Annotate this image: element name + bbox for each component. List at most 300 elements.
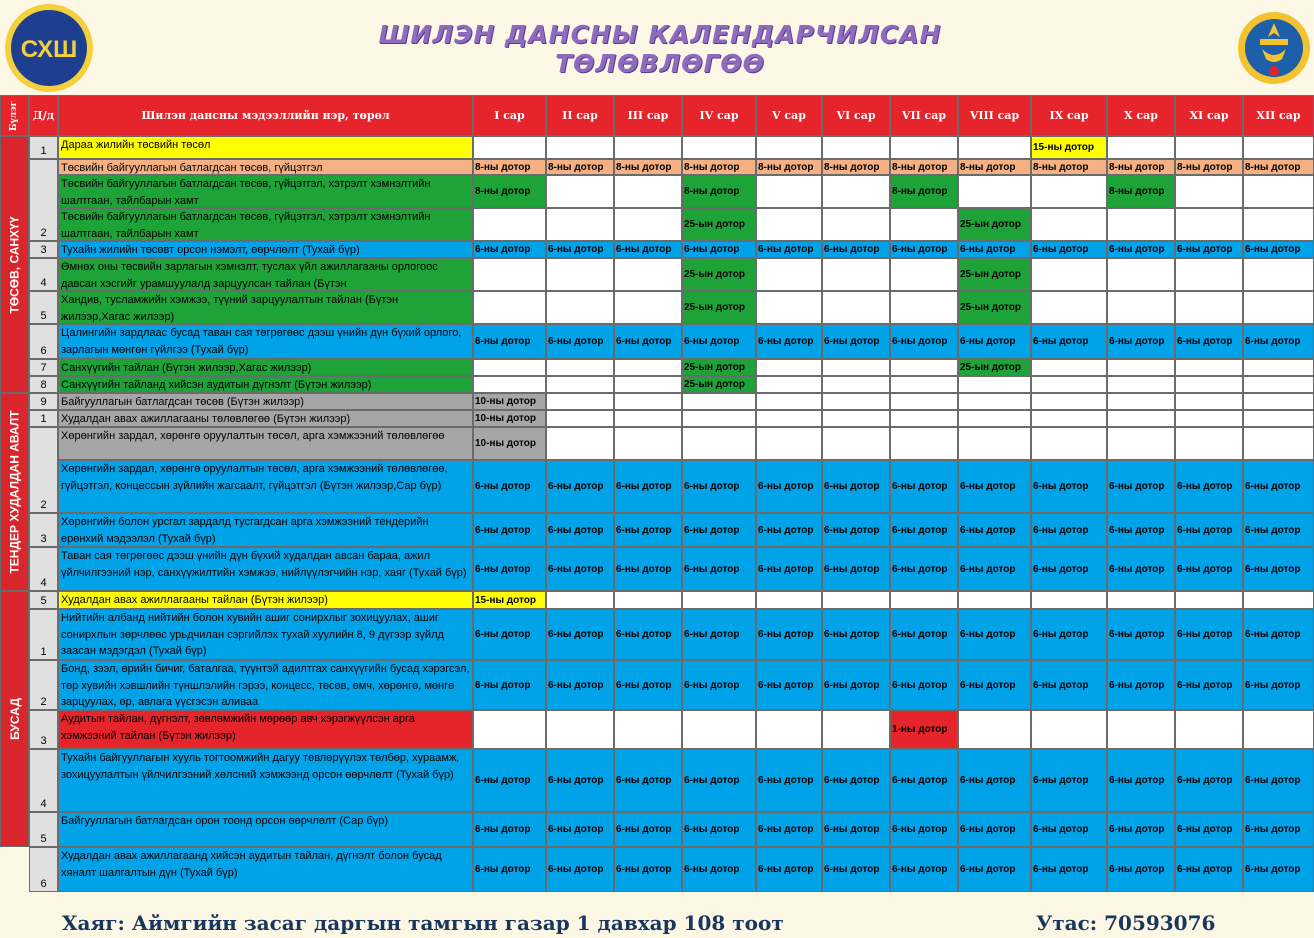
month-cell: 25-ын дотор [958, 208, 1031, 241]
month-cell: 6-ны дотор [682, 547, 756, 591]
month-cell [546, 591, 614, 609]
month-cell: 6-ны дотор [1175, 241, 1243, 258]
item-name: Хандив, тусламжийн хэмжээ, түүний зарцуулалтын тайлан (Бүтэн жилээр,Хагас жилээр) [58, 291, 473, 324]
month-cell: 6-ны дотор [958, 324, 1031, 359]
month-cell [756, 427, 822, 460]
column-header-number: Д/д [29, 95, 58, 136]
month-cell: 6-ны дотор [473, 749, 546, 812]
item-name: Тухайн жилийн төсөвт орсон нэмэлт, өөрчлөлт (Тухай бүр) [58, 241, 473, 258]
row-number: 3 [29, 513, 58, 547]
month-cell: 6-ны дотор [473, 241, 546, 258]
month-cell: 25-ын дотор [682, 376, 756, 393]
month-cell: 6-ны дотор [822, 609, 890, 660]
item-name: Байгууллагын батлагдсан орон тоонд орсон өөрчлөлт (Сар бүр) [58, 812, 473, 847]
month-cell [546, 427, 614, 460]
month-cell [822, 376, 890, 393]
month-cell: 6-ны дотор [756, 241, 822, 258]
month-cell [756, 410, 822, 427]
row-number: 2 [29, 660, 58, 710]
month-cell: 6-ны дотор [546, 241, 614, 258]
month-cell: 6-ны дотор [614, 513, 682, 547]
month-cell: 6-ны дотор [1107, 460, 1175, 513]
month-cell: 25-ын дотор [958, 258, 1031, 291]
item-name: Худалдан авах ажиллагааны төлөвлөгөө (Бүтэн жилээр) [58, 410, 473, 427]
item-name: Төсвийн байгууллагын батлагдсан төсөв, гүйцэтгэл, хэтрэлт хэмнэлтийн шалтгаан, тайлбарын хамт [58, 175, 473, 208]
month-cell: 6-ны дотор [756, 609, 822, 660]
month-cell [1031, 291, 1107, 324]
month-cell: 6-ны дотор [546, 609, 614, 660]
month-cell: 6-ны дотор [682, 460, 756, 513]
month-cell: 6-ны дотор [1031, 513, 1107, 547]
month-cell: 6-ны дотор [958, 660, 1031, 710]
month-cell [1107, 258, 1175, 291]
column-header-name: Шилэн дансны мэдээллийн нэр, төрөл [58, 95, 473, 136]
column-header-month: VIII сар [958, 95, 1031, 136]
month-cell [1031, 410, 1107, 427]
month-cell [546, 208, 614, 241]
month-cell [958, 393, 1031, 410]
month-cell: 6-ны дотор [822, 460, 890, 513]
section-label-text: БУСАД [7, 698, 22, 740]
month-cell: 6-ны дотор [822, 812, 890, 847]
month-cell [756, 359, 822, 376]
month-cell: 6-ны дотор [614, 609, 682, 660]
month-cell: 6-ны дотор [958, 812, 1031, 847]
month-cell: 6-ны дотор [1175, 847, 1243, 892]
month-cell: 25-ын дотор [958, 291, 1031, 324]
month-cell [890, 410, 958, 427]
month-cell: 6-ны дотор [756, 513, 822, 547]
month-cell: 8-ны дотор [822, 159, 890, 175]
month-cell: 6-ны дотор [958, 749, 1031, 812]
month-cell: 6-ны дотор [756, 547, 822, 591]
month-cell: 8-ны дотор [682, 159, 756, 175]
month-cell: 6-ны дотор [958, 847, 1031, 892]
row-number: 5 [29, 291, 58, 324]
month-cell: 6-ны дотор [890, 547, 958, 591]
month-cell: 6-ны дотор [890, 460, 958, 513]
column-header-month: XI сар [1175, 95, 1243, 136]
month-cell [756, 136, 822, 159]
month-cell [822, 208, 890, 241]
column-header-month: X сар [1107, 95, 1175, 136]
organization-logo [5, 4, 93, 92]
month-cell [890, 591, 958, 609]
month-cell: 6-ны дотор [473, 812, 546, 847]
month-cell: 6-ны дотор [614, 660, 682, 710]
month-cell: 6-ны дотор [1107, 847, 1175, 892]
item-name: Худалдан авах ажиллагааны тайлан (Бүтэн жилээр) [58, 591, 473, 609]
column-header-month: II сар [546, 95, 614, 136]
section-label-text: ТЕНДЕР ХУДАЛДАН АВАЛТ [7, 410, 22, 574]
column-header-month: V сар [756, 95, 822, 136]
month-cell: 6-ны дотор [1031, 847, 1107, 892]
month-cell: 6-ны дотор [822, 241, 890, 258]
month-cell [1175, 136, 1243, 159]
month-cell [1243, 291, 1314, 324]
month-cell [756, 591, 822, 609]
month-cell: 6-ны дотор [1175, 513, 1243, 547]
month-cell [1243, 136, 1314, 159]
row-number: 5 [29, 591, 58, 609]
month-cell [682, 710, 756, 749]
month-cell: 6-ны дотор [1107, 749, 1175, 812]
month-cell: 6-ны дотор [890, 513, 958, 547]
month-cell: 8-ны дотор [682, 175, 756, 208]
month-cell [682, 393, 756, 410]
month-cell: 10-ны дотор [473, 410, 546, 427]
month-cell [1031, 393, 1107, 410]
address-text: Хаяг: Аймгийн засаг даргын тамгын газар 1 давхар 108 тоот [62, 911, 784, 935]
phone-text: Утас: 70593076 [1036, 911, 1216, 935]
month-cell: 6-ны дотор [614, 460, 682, 513]
month-cell: 6-ны дотор [682, 241, 756, 258]
month-cell [756, 291, 822, 324]
month-cell [1031, 258, 1107, 291]
row-number: 6 [29, 847, 58, 892]
month-cell [1107, 393, 1175, 410]
section-label [0, 591, 29, 847]
month-cell: 6-ны дотор [546, 513, 614, 547]
month-cell [1175, 258, 1243, 291]
month-cell [473, 710, 546, 749]
month-cell: 6-ны дотор [546, 460, 614, 513]
month-cell: 6-ны дотор [958, 547, 1031, 591]
month-cell [958, 136, 1031, 159]
row-number: 5 [29, 812, 58, 847]
month-cell: 25-ын дотор [682, 359, 756, 376]
month-cell [473, 258, 546, 291]
month-cell [958, 410, 1031, 427]
month-cell [1243, 710, 1314, 749]
month-cell: 6-ны дотор [546, 847, 614, 892]
month-cell: 6-ны дотор [682, 324, 756, 359]
month-cell [822, 258, 890, 291]
month-cell: 6-ны дотор [958, 513, 1031, 547]
month-cell [546, 359, 614, 376]
month-cell [1107, 359, 1175, 376]
month-cell [1243, 175, 1314, 208]
month-cell: 6-ны дотор [1243, 749, 1314, 812]
item-name: Таван сая төгрөгөөс дээш үнийн дүн бүхий худалдан авсан бараа, ажил үйлчилгээний нэр, санхүүжилтийн хэмжээ, нийлүүлэгчийн нэр, хаяг (Тухай бүр) [58, 547, 473, 591]
month-cell: 6-ны дотор [958, 460, 1031, 513]
month-cell [958, 591, 1031, 609]
month-cell [614, 393, 682, 410]
month-cell: 6-ны дотор [473, 660, 546, 710]
month-cell: 6-ны дотор [614, 547, 682, 591]
month-cell [614, 359, 682, 376]
month-cell: 6-ны дотор [1107, 609, 1175, 660]
item-name: Нийтийн албанд нийтийн болон хувийн ашиг сонирхлыг зохицуулах, ашиг сонирхлын зөрчлөөс урьдчилан сэргийлэх тухай хуулийн 8, 9 дүгээр зүйлд заасан мэдэгдэл (Тухай бүр) [58, 609, 473, 660]
month-cell: 6-ны дотор [822, 547, 890, 591]
month-cell: 25-ын дотор [958, 359, 1031, 376]
column-header-month: III сар [614, 95, 682, 136]
month-cell [1031, 427, 1107, 460]
month-cell: 6-ны дотор [890, 812, 958, 847]
month-cell: 6-ны дотор [473, 460, 546, 513]
month-cell: 8-ны дотор [1243, 159, 1314, 175]
month-cell [546, 291, 614, 324]
month-cell: 6-ны дотор [1243, 513, 1314, 547]
month-cell [1107, 427, 1175, 460]
month-cell: 8-ны дотор [1107, 175, 1175, 208]
month-cell: 6-ны дотор [756, 847, 822, 892]
month-cell [614, 427, 682, 460]
month-cell: 6-ны дотор [1107, 660, 1175, 710]
item-name: Санхүүгийн тайланд хийсэн аудитын дүгнэлт (Бүтэн жилээр) [58, 376, 473, 393]
row-number: 9 [29, 393, 58, 410]
month-cell [822, 359, 890, 376]
month-cell [1175, 359, 1243, 376]
month-cell [1031, 710, 1107, 749]
month-cell: 6-ны дотор [473, 847, 546, 892]
month-cell: 6-ны дотор [1243, 660, 1314, 710]
month-cell: 8-ны дотор [1107, 159, 1175, 175]
month-cell [1031, 376, 1107, 393]
month-cell [1243, 410, 1314, 427]
column-header-month: IX сар [1031, 95, 1107, 136]
month-cell: 6-ны дотор [1107, 513, 1175, 547]
month-cell: 6-ны дотор [822, 749, 890, 812]
month-cell: 6-ны дотор [1243, 460, 1314, 513]
item-name: Хөрөнгийн зардал, хөрөнгө оруулалтын төсөл, арга хэмжээний төлөвлөгөө [58, 427, 473, 460]
month-cell: 6-ны дотор [473, 513, 546, 547]
month-cell: 6-ны дотор [1243, 847, 1314, 892]
svg-text:СХШ: СХШ [20, 36, 78, 63]
month-cell [614, 136, 682, 159]
month-cell: 15-ны дотор [1031, 136, 1107, 159]
row-number: 2 [29, 159, 58, 241]
month-cell [1107, 208, 1175, 241]
month-cell [473, 136, 546, 159]
month-cell [1243, 427, 1314, 460]
month-cell: 6-ны дотор [756, 812, 822, 847]
month-cell [756, 258, 822, 291]
month-cell [1175, 710, 1243, 749]
item-name: Бонд, зээл, өрийн бичиг, баталгаа, түүнтэй адилтгах санхүүгийн бусад хэрэгсэл, төр хувийн хэвшлийн түншлэлийн гэрээ, концесс, төсөв, өмч, хөрөнгө, мөнгө зарцуулах, өр, авлага үүсгэсэн аливаа [58, 660, 473, 710]
month-cell [890, 376, 958, 393]
month-cell: 6-ны дотор [1107, 812, 1175, 847]
month-cell [822, 427, 890, 460]
month-cell [473, 376, 546, 393]
item-name: Өмнөх оны төсвийн зарлагын хэмнэлт, туслах үйл ажиллагааны орлогоос давсан хэсгийг урамшуулалд зарцуулсан тайлан (Бүтэн [58, 258, 473, 291]
month-cell: 6-ны дотор [1175, 749, 1243, 812]
month-cell [1107, 710, 1175, 749]
column-header-month: I сар [473, 95, 546, 136]
month-cell [546, 410, 614, 427]
month-cell [473, 291, 546, 324]
month-cell [1243, 258, 1314, 291]
month-cell: 8-ны дотор [546, 159, 614, 175]
row-number: 1 [29, 609, 58, 660]
month-cell: 6-ны дотор [822, 660, 890, 710]
item-name: Санхүүгийн тайлан (Бүтэн жилээр,Хагас жилээр) [58, 359, 473, 376]
row-number: 7 [29, 359, 58, 376]
month-cell: 6-ны дотор [1175, 460, 1243, 513]
month-cell: 6-ны дотор [1031, 547, 1107, 591]
month-cell [1243, 376, 1314, 393]
month-cell: 6-ны дотор [1175, 660, 1243, 710]
row-number: 6 [29, 324, 58, 359]
section-label [0, 393, 29, 591]
month-cell: 6-ны дотор [1031, 749, 1107, 812]
month-cell [822, 591, 890, 609]
item-name: Байгууллагын батлагдсан төсөв (Бүтэн жилээр) [58, 393, 473, 410]
item-name: Худалдан авах ажиллагаанд хийсэн аудитын тайлан, дүгнэлт болон бусад хяналт шалгалтын дүн (Тухай бүр) [58, 847, 473, 892]
item-name: Төсвийн байгууллагын батлагдсан төсөв, гүйцэтгэл, хэтрэлт хэмнэлтийн шалтгаан, тайлбарын хамт [58, 208, 473, 241]
month-cell: 25-ын дотор [682, 258, 756, 291]
month-cell [890, 427, 958, 460]
month-cell [822, 291, 890, 324]
month-cell: 6-ны дотор [890, 609, 958, 660]
month-cell [756, 710, 822, 749]
month-cell: 6-ны дотор [1243, 812, 1314, 847]
header [0, 0, 1314, 95]
month-cell [822, 175, 890, 208]
month-cell [1107, 376, 1175, 393]
month-cell: 6-ны дотор [756, 660, 822, 710]
item-name: Тухайн байгууллагын хууль тогтоомжийн дагуу төвлөрүүлэх төлбөр, хураамж, зохицуулалтын үйлчилгээний хөлсний хэмжээнд орсон өөрчлөлт (Тухай бүр) [58, 749, 473, 812]
month-cell [822, 136, 890, 159]
month-cell [1175, 591, 1243, 609]
month-cell [1031, 359, 1107, 376]
month-cell: 6-ны дотор [1243, 609, 1314, 660]
month-cell [1107, 591, 1175, 609]
column-header-month: VII сар [890, 95, 958, 136]
month-cell: 6-ны дотор [958, 609, 1031, 660]
item-name: Хөрөнгийн болон урсгал зардалд тусгагдсан арга хэмжээний тендерийн ерөнхий мэдээлэл (Тухай бүр) [58, 513, 473, 547]
month-cell [958, 175, 1031, 208]
month-cell: 6-ны дотор [1243, 241, 1314, 258]
month-cell: 8-ны дотор [756, 159, 822, 175]
month-cell [682, 427, 756, 460]
month-cell: 6-ны дотор [890, 847, 958, 892]
month-cell [1031, 208, 1107, 241]
month-cell: 25-ын дотор [682, 208, 756, 241]
month-cell [546, 136, 614, 159]
column-header-month: IV сар [682, 95, 756, 136]
month-cell: 25-ын дотор [682, 291, 756, 324]
month-cell [890, 291, 958, 324]
month-cell: 6-ны дотор [890, 749, 958, 812]
month-cell [546, 258, 614, 291]
month-cell: 6-ны дотор [1243, 324, 1314, 359]
month-cell: 8-ны дотор [614, 159, 682, 175]
month-cell: 1-ны дотор [890, 710, 958, 749]
month-cell [614, 175, 682, 208]
month-cell [1175, 175, 1243, 208]
month-cell: 6-ны дотор [756, 460, 822, 513]
month-cell: 6-ны дотор [890, 660, 958, 710]
month-cell [822, 393, 890, 410]
month-cell: 8-ны дотор [1031, 159, 1107, 175]
month-cell [1107, 410, 1175, 427]
month-cell: 6-ны дотор [614, 812, 682, 847]
month-cell [546, 393, 614, 410]
month-cell: 8-ны дотор [890, 159, 958, 175]
footer [0, 908, 1314, 938]
month-cell [822, 410, 890, 427]
month-cell: 8-ны дотор [473, 175, 546, 208]
month-cell [546, 175, 614, 208]
month-cell: 6-ны дотор [822, 513, 890, 547]
month-cell: 6-ны дотор [1107, 241, 1175, 258]
month-cell: 6-ны дотор [822, 324, 890, 359]
column-header-month: XII сар [1243, 95, 1314, 136]
month-cell: 6-ны дотор [1031, 609, 1107, 660]
month-cell [1243, 591, 1314, 609]
month-cell: 6-ны дотор [1031, 460, 1107, 513]
month-cell [890, 359, 958, 376]
month-cell: 6-ны дотор [614, 324, 682, 359]
month-cell: 6-ны дотор [473, 609, 546, 660]
item-name: Дараа жилийн төсвийн төсөл [58, 136, 473, 159]
month-cell [1107, 136, 1175, 159]
month-cell: 10-ны дотор [473, 427, 546, 460]
month-cell: 6-ны дотор [682, 513, 756, 547]
month-cell: 6-ны дотор [682, 660, 756, 710]
month-cell: 6-ны дотор [614, 847, 682, 892]
month-cell: 6-ны дотор [1175, 547, 1243, 591]
month-cell: 6-ны дотор [1243, 547, 1314, 591]
schedule-table [0, 95, 1314, 908]
month-cell: 6-ны дотор [822, 847, 890, 892]
month-cell: 6-ны дотор [614, 241, 682, 258]
row-number: 3 [29, 710, 58, 749]
month-cell: 6-ны дотор [682, 812, 756, 847]
month-cell [1175, 291, 1243, 324]
month-cell: 6-ны дотор [473, 324, 546, 359]
month-cell: 6-ны дотор [958, 241, 1031, 258]
month-cell: 6-ны дотор [1175, 609, 1243, 660]
month-cell: 8-ны дотор [473, 159, 546, 175]
month-cell [1107, 291, 1175, 324]
month-cell: 6-ны дотор [1031, 324, 1107, 359]
month-cell [614, 591, 682, 609]
month-cell [890, 258, 958, 291]
month-cell: 6-ны дотор [473, 547, 546, 591]
month-cell [1243, 359, 1314, 376]
month-cell [756, 376, 822, 393]
month-cell: 10-ны дотор [473, 393, 546, 410]
month-cell [1243, 393, 1314, 410]
month-cell: 6-ны дотор [682, 609, 756, 660]
month-cell: 6-ны дотор [1031, 241, 1107, 258]
row-number: 4 [29, 258, 58, 291]
month-cell [1243, 208, 1314, 241]
item-name: Цалингийн зардлаас бусад таван сая төгрөгөөс дээш үнийн дүн бүхий орлого, зарлагын мөнгөн гүйлгээ (Тухай бүр) [58, 324, 473, 359]
month-cell [890, 136, 958, 159]
month-cell [756, 175, 822, 208]
month-cell [682, 591, 756, 609]
month-cell [1175, 393, 1243, 410]
month-cell [890, 208, 958, 241]
month-cell: 6-ны дотор [890, 324, 958, 359]
month-cell: 6-ны дотор [1107, 547, 1175, 591]
month-cell [614, 710, 682, 749]
section-label-text: ТӨСӨВ, САНХҮҮ [7, 215, 22, 314]
month-cell [958, 710, 1031, 749]
row-number: 1 [29, 136, 58, 159]
page-title: ШИЛЭН ДАНСНЫ КАЛЕНДАРЧИЛСАН ТӨЛӨВЛӨГӨӨ [378, 20, 942, 78]
month-cell: 8-ны дотор [958, 159, 1031, 175]
month-cell [822, 710, 890, 749]
row-number: 4 [29, 749, 58, 812]
item-name: Аудитын тайлан, дүгнэлт, зөвлөмжийн мөрөөр авч хэрэгжүүлсэн арга хэмжээний тайлан (Бүтэн жилээр) [58, 710, 473, 749]
month-cell [756, 208, 822, 241]
month-cell [1031, 175, 1107, 208]
row-number: 1 [29, 410, 58, 427]
